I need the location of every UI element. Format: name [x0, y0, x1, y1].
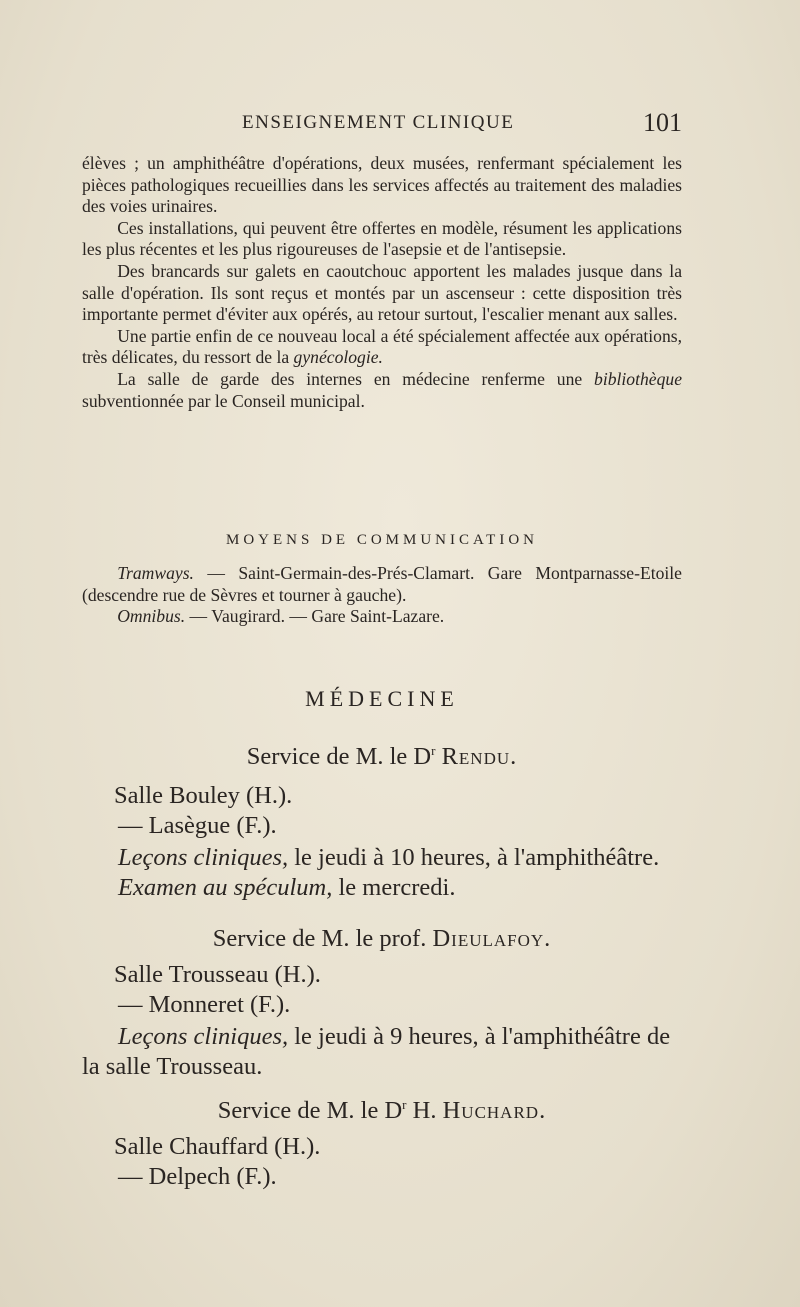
paragraph: élèves ; un amphithéâtre d'opérations, deux musées, renfermant spécialement les pièces pathologiques recueillies dans les services affectés au traitement des maladies des voies urinaires. [82, 153, 682, 217]
communication-text [82, 563, 682, 628]
service-title: Service de M. le prof. Dieulafoy. [212, 925, 552, 952]
medecine-heading: MÉDECINE [305, 686, 459, 711]
communication-heading: MOYENS DE COMMUNICATION [225, 532, 538, 548]
paragraph: Des brancards sur galets en caoutchouc apportent les malades jusque dans la salle d'opération. Ils sont reçus et montés par un ascenseur : cette disposition très importante permet d'éviter aux opérés, au retour surtout, l'escalier menant aux salles. [82, 260, 682, 325]
salle-line: — Lasègue (F.). [118, 812, 277, 840]
salle-line: Salle Trousseau (H.). [114, 961, 321, 988]
service-dieulafoy [82, 924, 682, 1082]
tramways-paragraph: Tramways. — Saint-Germain-des-Prés-Clamart. Gare Montparnasse-Etoile (descendre rue de Sèvres et tourner à gauche). [82, 563, 682, 605]
page-header [82, 108, 682, 138]
gynecologie-term: gynécologie. [293, 347, 383, 368]
bibliotheque-term: bibliothèque [594, 368, 682, 389]
service-title: Service de M. le $D^r$ Rendu. [246, 743, 518, 771]
lecons-line: Leçons cliniques, le jeudi à 9 heures, à l'amphithéâtre de la salle Trousseau. [82, 1023, 671, 1080]
lecons-line: Leçons cliniques, le jeudi à 10 heures, à l'amphithéâtre. [118, 844, 660, 872]
service-title: Service de M. le $D^r$ H. Huchard. [217, 1097, 547, 1125]
omnibus-label: Omnibus. [117, 606, 186, 627]
salle-line: Salle Bouley (H.). [114, 782, 293, 810]
omnibus-paragraph: Omnibus. — Vaugirard. — Gare Saint-Lazare. [117, 606, 445, 627]
service-rendu [82, 736, 682, 903]
tramways-label: Tramways. [117, 563, 194, 583]
paragraph: Ces installations, qui peuvent être offertes en modèle, résument les applications les plus récentes et les plus rigoureuses de l'asepsie et de l'antisepsie. [82, 217, 682, 260]
salle-line: — Delpech (F.). [118, 1163, 277, 1191]
salle-line: Salle Chauffard (H.). [114, 1133, 321, 1161]
salle-line: — Monneret (F.). [118, 991, 291, 1018]
paragraph: La salle de garde des internes en médecine renferme une bibliothèque subventionnée par le Conseil municipal. [82, 368, 682, 411]
examen-line: Examen au spéculum, le mercredi. [118, 874, 456, 902]
running-title: ENSEIGNEMENT CLINIQUE [242, 112, 515, 133]
page-number: 101 [643, 108, 682, 137]
service-huchard [82, 1090, 682, 1192]
paragraph: Une partie enfin de ce nouveau local a été spécialement affectée aux opérations, très délicates, du ressort de la gynécologie. [82, 325, 682, 368]
intro-text [82, 153, 682, 412]
